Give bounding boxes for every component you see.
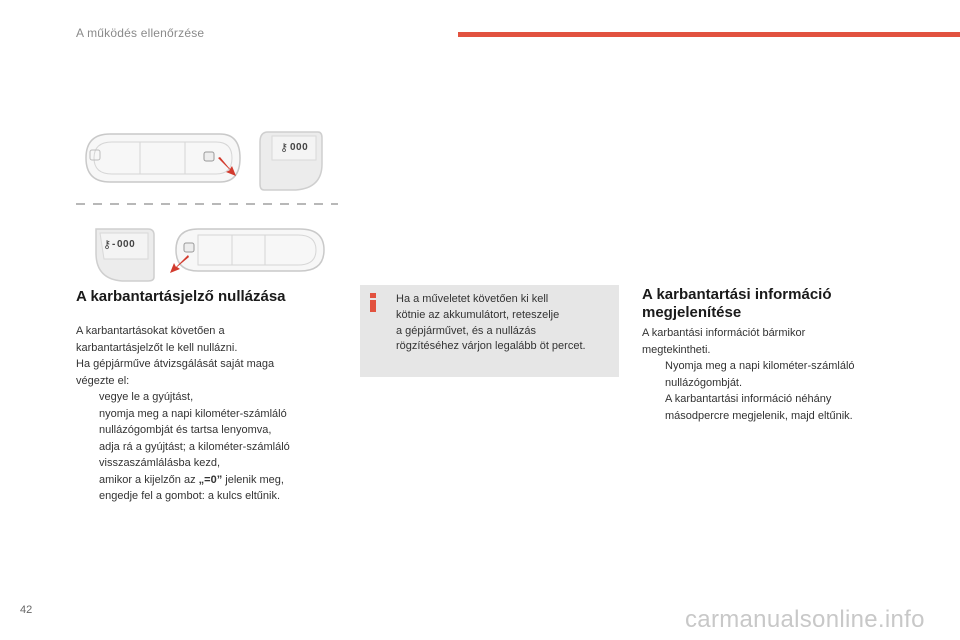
info-line: Ha a műveletet követően ki kell: [396, 293, 549, 305]
info-line: a gépjárművet, és a nullázás: [396, 324, 537, 337]
info-line: kötnie az akkumulátort, reteszelje: [396, 308, 560, 321]
odometer-display-top: [258, 128, 324, 194]
step-text: amikor a kijelzőn az: [99, 473, 199, 486]
display-intro-line: megtekintheti.: [642, 343, 711, 356]
odometer-value-bottom: 000: [117, 239, 136, 250]
key-icon: ⚷: [103, 239, 112, 251]
display-title-line: megjelenítése: [642, 304, 742, 321]
instrument-panel-top-illustration: [80, 128, 245, 188]
display-title-line: A karbantartási információ: [642, 286, 832, 303]
list-item: [642, 358, 912, 424]
display-intro-line: A karbantási információt bármikor: [642, 327, 806, 339]
reset-intro-line: Ha gépjárműve átvizsgálását saját maga: [76, 358, 275, 370]
step-text: nyomja meg a napi kilométer-számláló: [99, 407, 287, 420]
key-icon: ⚷: [280, 142, 289, 154]
watermark: carmanualsonline.info: [685, 606, 925, 633]
display-section-body: [642, 325, 912, 424]
list-item: [76, 472, 346, 505]
step-text: adja rá a gyújtást; a kilométer-számláló: [99, 440, 290, 453]
step-text: Nyomja meg a napi kilométer-számláló: [665, 360, 855, 372]
info-icon: [366, 293, 380, 313]
step-text: visszaszámlálásba kezd,: [99, 457, 221, 469]
illustration-separator: [76, 203, 338, 205]
page-section-title: A működés ellenőrzése: [76, 26, 205, 40]
info-line: rögzítéséhez várjon legalább öt percet.: [396, 340, 586, 353]
instrument-panel-bottom-illustration: [170, 225, 330, 275]
step-text: vegye le a gyújtást,: [99, 391, 194, 403]
reset-intro-line: A karbantartásokat követően a: [76, 325, 225, 337]
odometer-value-top: 000: [290, 142, 309, 153]
odometer-dash: -: [112, 239, 116, 250]
step-text: A karbantartási információ néhány: [665, 393, 832, 405]
step-text: engedje fel a gombot: a kulcs eltűnik.: [99, 490, 281, 502]
odometer-display-bottom-frame: [92, 225, 158, 283]
step-text: másodpercre megjelenik, majd eltűnik.: [665, 409, 853, 422]
step-text: jelenik meg,: [222, 473, 284, 486]
step-text: nullázógombját.: [665, 376, 743, 389]
reset-section-title: A karbantartásjelző nullázása: [76, 288, 286, 305]
reset-intro-line: végezte el:: [76, 374, 130, 387]
reset-steps-list: [76, 389, 346, 505]
reset-section-body: [76, 323, 346, 505]
list-item: [76, 389, 346, 406]
display-section-title: [642, 286, 832, 322]
reset-intro-line: karbantartásjelzőt le kell nullázni.: [76, 341, 238, 354]
display-value-text: „=0”: [198, 473, 223, 486]
list-item: [76, 406, 346, 439]
odometer-display-bottom: [92, 225, 158, 283]
display-steps-list: [642, 358, 912, 424]
step-text: nullázógombját és tartsa lenyomva,: [99, 424, 272, 436]
odometer-display-top-frame: [258, 128, 324, 194]
list-item: [76, 439, 346, 472]
header-accent-bar: [458, 32, 960, 37]
info-box-text: [396, 292, 616, 355]
page-number: 42: [20, 604, 33, 616]
